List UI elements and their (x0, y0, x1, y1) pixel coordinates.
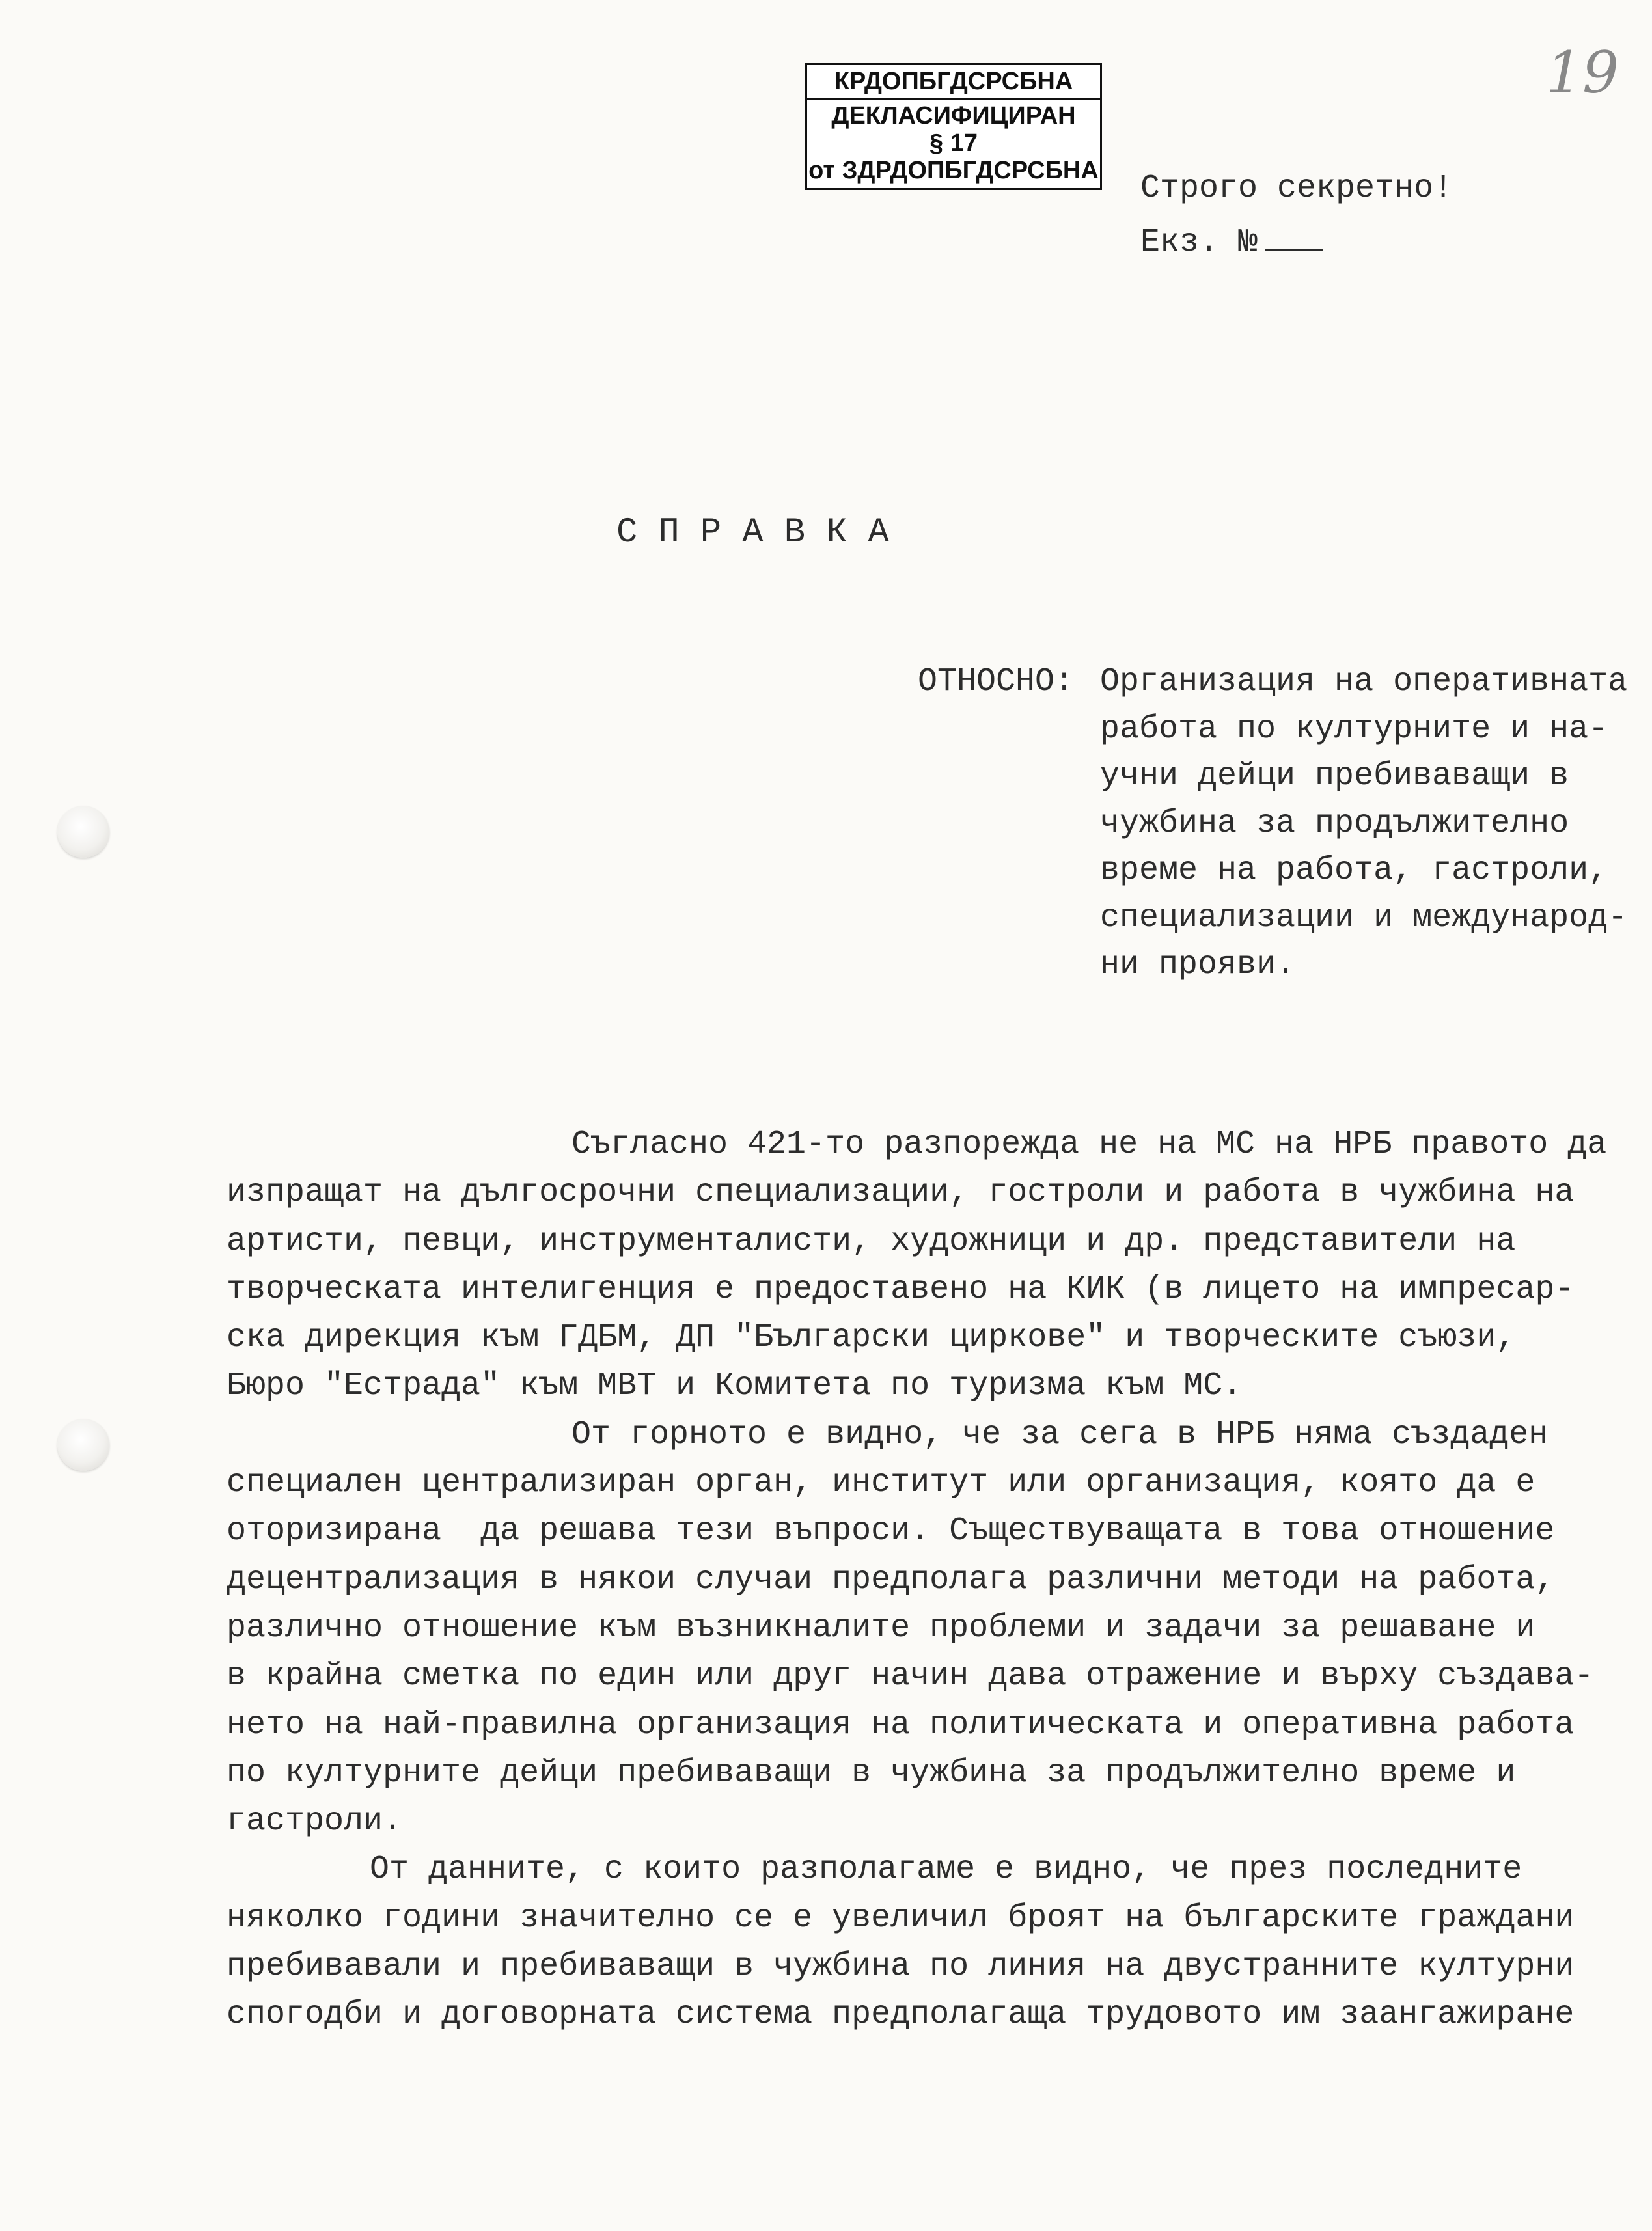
punch-hole-top (57, 806, 109, 858)
stamp-line-1: КРДОПБГДСРСБНА (807, 65, 1100, 100)
body-line: нето на най-правилна организация на политическата и оперативна работа (227, 1706, 1575, 1744)
subject-text (1100, 659, 1647, 989)
copy-number-blank (1265, 221, 1323, 251)
body-line: артисти, певци, инструменталисти, художници и др. представители на (227, 1222, 1516, 1260)
body-line: в крайна сметка по един или друг начин дава отражение и върху създава- (227, 1658, 1594, 1695)
document-title: СПРАВКА (616, 513, 910, 553)
subject-line: време на работа, гастроли, (1100, 852, 1608, 889)
subject-line: чужбина за продължително (1100, 804, 1569, 842)
body-line: Съгласно 421-то разпорежда не на МС на НРБ правото да (571, 1126, 1607, 1163)
subject-line: специализации и международ- (1100, 899, 1628, 937)
body-line: по културните дейци пребиваващи в чужбина за продължително време и (227, 1754, 1516, 1792)
stamp-line-3: § 17 (929, 130, 978, 157)
subject-line: ни прояви. (1100, 946, 1296, 983)
body-line: пребивавали и пребиваващи в чужбина по линия на двустранните културни (227, 1948, 1575, 1986)
stamp-line-4: от ЗДРДОПБГДСРСБНА (808, 157, 1099, 184)
punch-hole-bottom (57, 1419, 109, 1471)
declassification-stamp (805, 63, 1102, 190)
body-line: оторизирана да решава тези въпроси. Съществуващата в това отношение (227, 1512, 1555, 1550)
subject-label: ОТНОСНО: (918, 663, 1075, 700)
body-line: творческата интелигенция е предоставено на КИК (в лицето на импресар- (227, 1270, 1575, 1308)
body-line: От данните, с които разполагаме е видно, че през последните (370, 1851, 1522, 1889)
copy-number-label: Екз. № (1140, 224, 1258, 261)
body-line: специален централизиран орган, институт или организация, която да е (227, 1464, 1535, 1502)
body-line: спогодби и договорната система предполагаща трудовото им заангажиране (227, 1996, 1575, 2034)
copy-number-field (1140, 221, 1323, 262)
subject-line: Организация на оперативната (1100, 663, 1628, 700)
body-line: гастроли. (227, 1803, 403, 1841)
classification-label: Строго секретно! (1140, 170, 1453, 207)
body-line: различно отношение към възникналите проблеми и задачи за решаване и (227, 1609, 1535, 1647)
subject-line: учни дейци пребиваващи в (1100, 758, 1569, 795)
body-text (227, 1121, 1626, 2040)
body-line: Бюро "Естрада" към МВТ и Комитета по туризма към МС. (227, 1367, 1243, 1405)
body-line: няколко години значително се е увеличил броят на българските граждани (227, 1899, 1575, 1937)
subject-line: работа по културните и на- (1100, 710, 1608, 748)
body-line: децентрализация в някои случаи предполага различни методи на работа, (227, 1561, 1555, 1598)
folio-number: 19 (1546, 39, 1619, 106)
stamp-line-2: ДЕКЛАСИФИЦИРАН (831, 102, 1076, 130)
body-line: ска дирекция към ГДБМ, ДП "Български циркове" и творческите съюзи, (227, 1319, 1516, 1357)
body-line: изпращат на дългосрочни специализации, гостроли и работа в чужбина на (227, 1174, 1575, 1212)
body-line: От горното е видно, че за сега в НРБ няма създаден (571, 1416, 1549, 1453)
